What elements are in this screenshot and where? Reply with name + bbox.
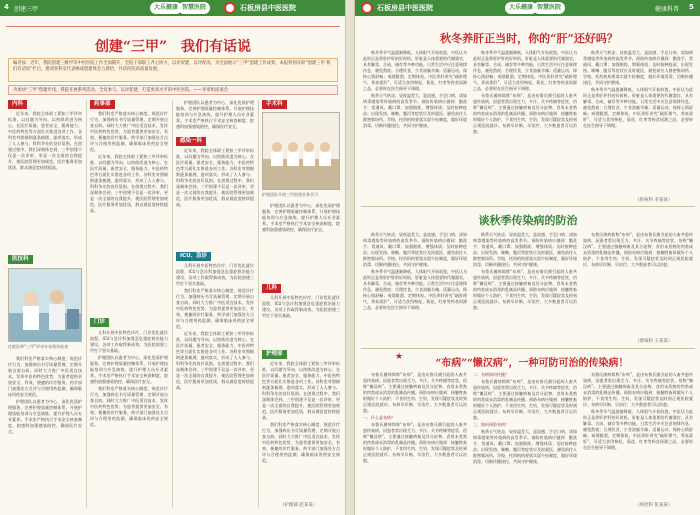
article3-author: （疾控科 张某某）	[635, 503, 673, 508]
section-heading-internal: 内科	[8, 100, 27, 109]
star-icon: ★	[395, 352, 404, 362]
column-3-text: 护理团队以患者为中心，深化优质护理服务，完善护理质量控制体系，开展护理技能培训与应急演练，提升护理人员专业素养。手术室严格执行手术安全核查制度，院感科加强感染防控，确保医疗安全。	[176, 100, 254, 129]
section-heading-pharmacy: 药事部	[90, 100, 115, 109]
article1-col2: 秋冬季节气温逐渐降低，人体阳气开始收敛，中医认为此时正是养肝护肝的好时机。肝脏是人体重要的代谢器官，具有解毒、合成、储存等多种功能。日常生活中应注意规律作息，避免熬夜；合理饮食，少食油腻辛辣；适量运动，保持心情舒畅；戒烟限酒，定期体检。中医养肝讲究“疏肝理气、养血柔肝”，可适当食用枸杞、菊花、红枣等药食同源之品，必要时在医生指导下调理。 布鲁氏菌病简称“布病”，是由布鲁氏菌引起的人畜共患传染病，因患者常出现乏力、多汗、关节疼痛等症状，俗称“懒汉病”。主要通过接触病畜及其分泌物、食用未煮熟的肉类或未消毒的乳制品传播。预防布病应做到：接触牲畜时做好个人防护，不食用生肉、生奶，发现可疑症状及时到正规医院就诊。布病早诊断、早治疗，大多数患者可以治愈。	[473, 50, 577, 134]
photo-expert-inspection	[8, 268, 82, 342]
article3-headline: “布病”“懒汉病”，一种可防可治的传染病！	[435, 358, 629, 369]
hospital-emblem-icon	[224, 2, 236, 14]
quote-box: 为加快“三甲”创建步伐，我院开展系列活动，全员参与，以评促建，打造更高水平的中医医院。——评审组座谈会	[8, 85, 338, 95]
column-2-text: 我们科室严格落实核心制度，规范诊疗行为，加强病历书写质量管理，定期开展自查自纠。同时大力推广中医适宜技术，发挥中医药特色优势，为患者提供更加安全、有效、便捷的诊疗服务。药学部门加强处方点评与合理用药监测，确保临床用药安全规范。 近年来，我院全体职工紧扣三甲评审标准，以问题为导向，以持续改进为核心，在医疗质量、患者安全、服务能力、中医药特色等方面扎实推进各项工作。各科室对照细则逐条梳理、逐项落实，形成了人人参与、科科争先的良好氛围。在创建过程中，我们深刻体会到，三甲创建不仅是一次评审，更是一次全面的自我提升，使医院管理更加规范，医疗服务更加优质，群众满意度持续提高。	[90, 111, 168, 213]
hospital-emblem-icon	[361, 2, 373, 14]
hospital-name: 石板房县中医医院	[240, 3, 296, 12]
photo-caption-2: 护理团队开展三甲创建业务学习	[262, 192, 318, 197]
hospital-name: 石板房县中医医院	[377, 3, 433, 12]
photo-caption-1: 住院医师“三甲”评审专家现场检查	[8, 344, 69, 349]
article3-col1: 布鲁氏菌病简称“布病”，是由布鲁氏菌引起的人畜共患传染病，因患者常出现乏力、多汗、关节疼痛等症状，俗称“懒汉病”。主要通过接触病畜及其分泌物、食用未煮熟的肉类或未消毒的乳制品传播。预防布病应做到：接触牲畜时做好个人防护，不食用生肉、生奶，发现可疑症状及时到正规医院就诊。布病早诊断、早治疗，大多数患者可以治愈。 一、什么是布病？ 布鲁氏菌病简称“布病”，是由布鲁氏菌引起的人畜共患传染病，因患者常出现乏力、多汗、关节疼痛等症状，俗称“懒汉病”。主要通过接触病畜及其分泌物、食用未煮熟的肉类或未消毒的乳制品传播。预防布病应做到：接触牲畜时做好个人防护，不食用生肉、生奶，发现可疑症状及时到正规医院就诊。布病早诊断、早治疗，大多数患者可以治愈。	[363, 372, 467, 463]
section-heading-nursing: 护理部	[262, 350, 287, 359]
section-heading-icu: ICU、急诊	[176, 252, 211, 261]
column-1-text: 近年来，我院全体职工紧扣三甲评审标准，以问题为导向，以持续改进为核心，在医疗质量、患者安全、服务能力、中医药特色等方面扎实推进各项工作。各科室对照细则逐条梳理、逐项落实，形成了人人参与、科科争先的良好氛围。在创建过程中，我们深刻体会到，三甲创建不仅是一次评审，更是一次全面的自我提升，使医院管理更加规范，医疗服务更加优质，群众满意度持续提高。	[8, 111, 82, 170]
page-number: 4	[4, 3, 9, 11]
article3-col2: 二、布病如何传播？ 布鲁氏菌病简称“布病”，是由布鲁氏菌引起的人畜共患传染病，因患者常出现乏力、多汗、关节疼痛等症状，俗称“懒汉病”。主要通过接触病畜及其分泌物、食用未煮熟的肉类或未消毒的乳制品传播。预防布病应做到：接触牲畜时做好个人防护，不食用生肉、生奶，发现可疑症状及时到正规医院就诊。布病早诊断、早治疗，大多数患者可以治愈。 三、如何预防布病？ 秋季天气转凉，昼夜温差大，是流感、手足口病、诺如病毒感染等传染病的高发季节。预防传染病应做到：勤洗手、常通风、戴口罩；加强锻炼，增强体质；及时接种疫苗；出现发热、咳嗽、腹泻等症状应及时就医，避免前往人群密集场所。学校、托幼机构要落实晨午检制度，做好环境消毒，切断传播途径，共同守护健康。	[473, 372, 577, 464]
column-3c-text: 儿科开展中医特色诊疗，门诊优化就诊流程，ICU与急诊科加强急危重症救治能力建设，各项工作取得新成效，为医院创建三甲打下坚实基础。 我们科室严格落实核心制度，规范诊疗行为，加强病历书写质量管理，定期开展自查自纠。同时大力推广中医适宜技术，发挥中医药特色优势，为患者提供更加安全、有效、便捷的诊疗服务。药学部门加强处方点评与合理用药监测，确保临床用药安全规范。 近年来，我院全体职工紧扣三甲评审标准，以问题为导向，以持续改进为核心，在医疗质量、患者安全、服务能力、中医药特色等方面扎实推进各项工作。各科室对照细则逐条梳理、逐项落实，形成了人人参与、科科争先的良好氛围。在创建过程中，我们深刻体会到，三甲创建不仅是一次评审，更是一次全面的自我提升，使医院管理更加规范，医疗服务更加优质，群众满意度持续提高。	[176, 263, 254, 390]
left-page	[0, 0, 346, 515]
right-page	[354, 0, 700, 515]
page-headline: 创建“三甲” 我们有话说	[94, 39, 252, 55]
article2-col1: 秋季天气转凉，昼夜温差大，是流感、手足口病、诺如病毒感染等传染病的高发季节。预防传染病应做到：勤洗手、常通风、戴口罩；加强锻炼，增强体质；及时接种疫苗；出现发热、咳嗽、腹泻等症状应及时就医，避免前往人群密集场所。学校、托幼机构要落实晨午检制度，做好环境消毒，切断传播途径，共同守护健康。 秋冬季节气温逐渐降低，人体阳气开始收敛，中医认为此时正是养肝护肝的好时机。肝脏是人体重要的代谢器官，具有解毒、合成、储存等多种功能。日常生活中应注意规律作息，避免熬夜；合理饮食，少食油腻辛辣；适量运动，保持心情舒畅；戒烟限酒，定期体检。中医养肝讲究“疏肝理气、养血柔肝”，可适当食用枸杞、菊花、红枣等药食同源之品，必要时在医生指导下调理。	[363, 232, 467, 310]
brand-label-2: 智慧医院	[533, 2, 565, 14]
section-heading-outpatient: 门诊	[90, 318, 109, 327]
column-4b-text: 儿科开展中医特色诊疗，门诊优化就诊流程，ICU与急诊科加强急危重症救治能力建设，各项工作取得新成效，为医院创建三甲打下坚实基础。	[262, 295, 340, 318]
section-heading-pediatrics: 儿科	[262, 284, 281, 293]
article1-author: （肝病科 李某某）	[635, 198, 673, 203]
column-4-text: 护理团队以患者为中心，深化优质护理服务，完善护理质量控制体系，开展护理技能培训与应急演练，提升护理人员专业素养。手术室严格执行手术安全核查制度，院感科加强感染防控，确保医疗安全。	[262, 203, 340, 232]
article1-col3: 秋季天气转凉，昼夜温差大，是流感、手足口病、诺如病毒感染等传染病的高发季节。预防传染病应做到：勤洗手、常通风、戴口罩；加强锻炼，增强体质；及时接种疫苗；出现发热、咳嗽、腹泻等症状应及时就医，避免前往人群密集场所。学校、托幼机构要落实晨午检制度，做好环境消毒，切断传播途径，共同守护健康。 秋冬季节气温逐渐降低，人体阳气开始收敛，中医认为此时正是养肝护肝的好时机。肝脏是人体重要的代谢器官，具有解毒、合成、储存等多种功能。日常生活中应注意规律作息，避免熬夜；合理饮食，少食油腻辛辣；适量运动，保持心情舒畅；戒烟限酒，定期体检。中医养肝讲究“疏肝理气、养血柔肝”，可适当食用枸杞、菊花、红枣等药食同源之品，必要时在医生指导下调理。	[583, 50, 693, 128]
page-number: 5	[689, 3, 694, 11]
photo-nursing-study	[262, 112, 340, 190]
column-2b-text: 儿科开展中医特色诊疗，门诊优化就诊流程，ICU与急诊科加强急危重症救治能力建设，各项工作取得新成效，为医院创建三甲打下坚实基础。 护理团队以患者为中心，深化优质护理服务，完善护理质量控制体系，开展护理技能培训与应急演练，提升护理人员专业素养。手术室严格执行手术安全核查制度，院感科加强感染防控，确保医疗安全。 我们科室严格落实核心制度，规范诊疗行为，加强病历书写质量管理，定期开展自查自纠。同时大力推广中医适宜技术，发挥中医药特色优势，为患者提供更加安全、有效、便捷的诊疗服务。药学部门加强处方点评与合理用药监测，确保临床用药安全规范。	[90, 330, 168, 427]
left-author: （护理部 赵某某）	[280, 503, 318, 508]
brand-label-2: 智慧医院	[178, 2, 210, 14]
article2-col3: 布鲁氏菌病简称“布病”，是由布鲁氏菌引起的人畜共患传染病，因患者常出现乏力、多汗、关节疼痛等症状，俗称“懒汉病”。主要通过接触病畜及其分泌物、食用未煮熟的肉类或未消毒的乳制品传播。预防布病应做到：接触牲畜时做好个人防护，不食用生肉、生奶，发现可疑症状及时到正规医院就诊。布病早诊断、早治疗，大多数患者可以治愈。	[583, 232, 693, 267]
column-1b-text: 我们科室严格落实核心制度，规范诊疗行为，加强病历书写质量管理，定期开展自查自纠。同时大力推广中医适宜技术，发挥中医药特色优势，为患者提供更加安全、有效、便捷的诊疗服务。药学部门加强处方点评与合理用药监测，确保临床用药安全规范。 护理团队以患者为中心，深化优质护理服务，完善护理质量控制体系，开展护理技能培训与应急演练，提升护理人员专业素养。手术室严格执行手术安全核查制度，院感科加强感染防控，确保医疗安全。	[8, 356, 82, 434]
section-label: 健康科普	[655, 6, 680, 13]
article2-headline: 谈秋季传染病的防治	[478, 214, 578, 227]
article3-col3: 布鲁氏菌病简称“布病”，是由布鲁氏菌引起的人畜共患传染病，因患者常出现乏力、多汗、关节疼痛等症状，俗称“懒汉病”。主要通过接触病畜及其分泌物、食用未煮熟的肉类或未消毒的乳制品传播。预防布病应做到：接触牲畜时做好个人防护，不食用生肉、生奶，发现可疑症状及时到正规医院就诊。布病早诊断、早治疗，大多数患者可以治愈。 秋冬季节气温逐渐降低，人体阳气开始收敛，中医认为此时正是养肝护肝的好时机。肝脏是人体重要的代谢器官，具有解毒、合成、储存等多种功能。日常生活中应注意规律作息，避免熬夜；合理饮食，少食油腻辛辣；适量运动，保持心情舒畅；戒烟限酒，定期体检。中医养肝讲究“疏肝理气、养血柔肝”，可适当食用枸杞、菊花、红枣等药食同源之品，必要时在医生指导下调理。	[583, 372, 693, 450]
article2-author: （感染科 王某某）	[635, 339, 673, 344]
article1-col1: 秋冬季节气温逐渐降低，人体阳气开始收敛，中医认为此时正是养肝护肝的好时机。肝脏是人体重要的代谢器官，具有解毒、合成、储存等多种功能。日常生活中应注意规律作息，避免熬夜；合理饮食，少食油腻辛辣；适量运动，保持心情舒畅；戒烟限酒，定期体检。中医养肝讲究“疏肝理气、养血柔肝”，可适当食用枸杞、菊花、红枣等药食同源之品，必要时在医生指导下调理。 秋季天气转凉，昼夜温差大，是流感、手足口病、诺如病毒感染等传染病的高发季节。预防传染病应做到：勤洗手、常通风、戴口罩；加强锻炼，增强体质；及时接种疫苗；出现发热、咳嗽、腹泻等症状应及时就医，避免前往人群密集场所。学校、托幼机构要落实晨午检制度，做好环境消毒，切断传播途径，共同守护健康。	[363, 50, 467, 128]
intro-box: 编者按：近年，我院创建三级甲等中医医院工作全面铺开，全院干部职工齐心协力，以评促建、以评促改。为全面展示“三甲”创建工作成效，本报特别开辟“创建三甲 我们有话说”栏目，邀请各科室代表畅谈创建体会与感悟，共话医院高质量发展。	[8, 58, 338, 82]
section-heading-medtech: 医技科	[8, 255, 33, 264]
column-3b-text: 近年来，我院全体职工紧扣三甲评审标准，以问题为导向，以持续改进为核心，在医疗质量、患者安全、服务能力、中医药特色等方面扎实推进各项工作。各科室对照细则逐条梳理、逐项落实，形成了人人参与、科科争先的良好氛围。在创建过程中，我们深刻体会到，三甲创建不仅是一次评审，更是一次全面的自我提升，使医院管理更加规范，医疗服务更加优质，群众满意度持续提高。	[176, 148, 254, 207]
column-4c-text: 近年来，我院全体职工紧扣三甲评审标准，以问题为导向，以持续改进为核心，在医疗质量、患者安全、服务能力、中医药特色等方面扎实推进各项工作。各科室对照细则逐条梳理、逐项落实，形成了人人参与、科科争先的良好氛围。在创建过程中，我们深刻体会到，三甲创建不仅是一次评审，更是一次全面的自我提升，使医院管理更加规范，医疗服务更加优质，群众满意度持续提高。 我们科室严格落实核心制度，规范诊疗行为，加强病历书写质量管理，定期开展自查自纠。同时大力推广中医适宜技术，发挥中医药特色优势，为患者提供更加安全、有效、便捷的诊疗服务。药学部门加强处方点评与合理用药监测，确保临床用药安全规范。	[262, 361, 340, 463]
article1-headline: 秋冬养肝正当时，你的“肝”还好吗？	[440, 32, 618, 45]
section-heading-infection: 感染一科	[176, 137, 206, 146]
article2-col2: 秋季天气转凉，昼夜温差大，是流感、手足口病、诺如病毒感染等传染病的高发季节。预防传染病应做到：勤洗手、常通风、戴口罩；加强锻炼，增强体质；及时接种疫苗；出现发热、咳嗽、腹泻等症状应及时就医，避免前往人群密集场所。学校、托幼机构要落实晨午检制度，做好环境消毒，切断传播途径，共同守护健康。 布鲁氏菌病简称“布病”，是由布鲁氏菌引起的人畜共患传染病，因患者常出现乏力、多汗、关节疼痛等症状，俗称“懒汉病”。主要通过接触病畜及其分泌物、食用未煮熟的肉类或未消毒的乳制品传播。预防布病应做到：接触牲畜时做好个人防护，不食用生肉、生奶，发现可疑症状及时到正规医院就诊。布病早诊断、早治疗，大多数患者可以治愈。	[473, 232, 577, 310]
brand-label: 大乐健康	[505, 2, 537, 14]
section-label: 创建三甲	[14, 6, 39, 13]
brand-label: 大乐健康	[150, 2, 182, 14]
headline-rule	[6, 26, 340, 27]
section-heading-surgery: 手术科	[262, 100, 287, 109]
right-page-header	[355, 0, 700, 16]
left-page-header	[0, 0, 345, 16]
